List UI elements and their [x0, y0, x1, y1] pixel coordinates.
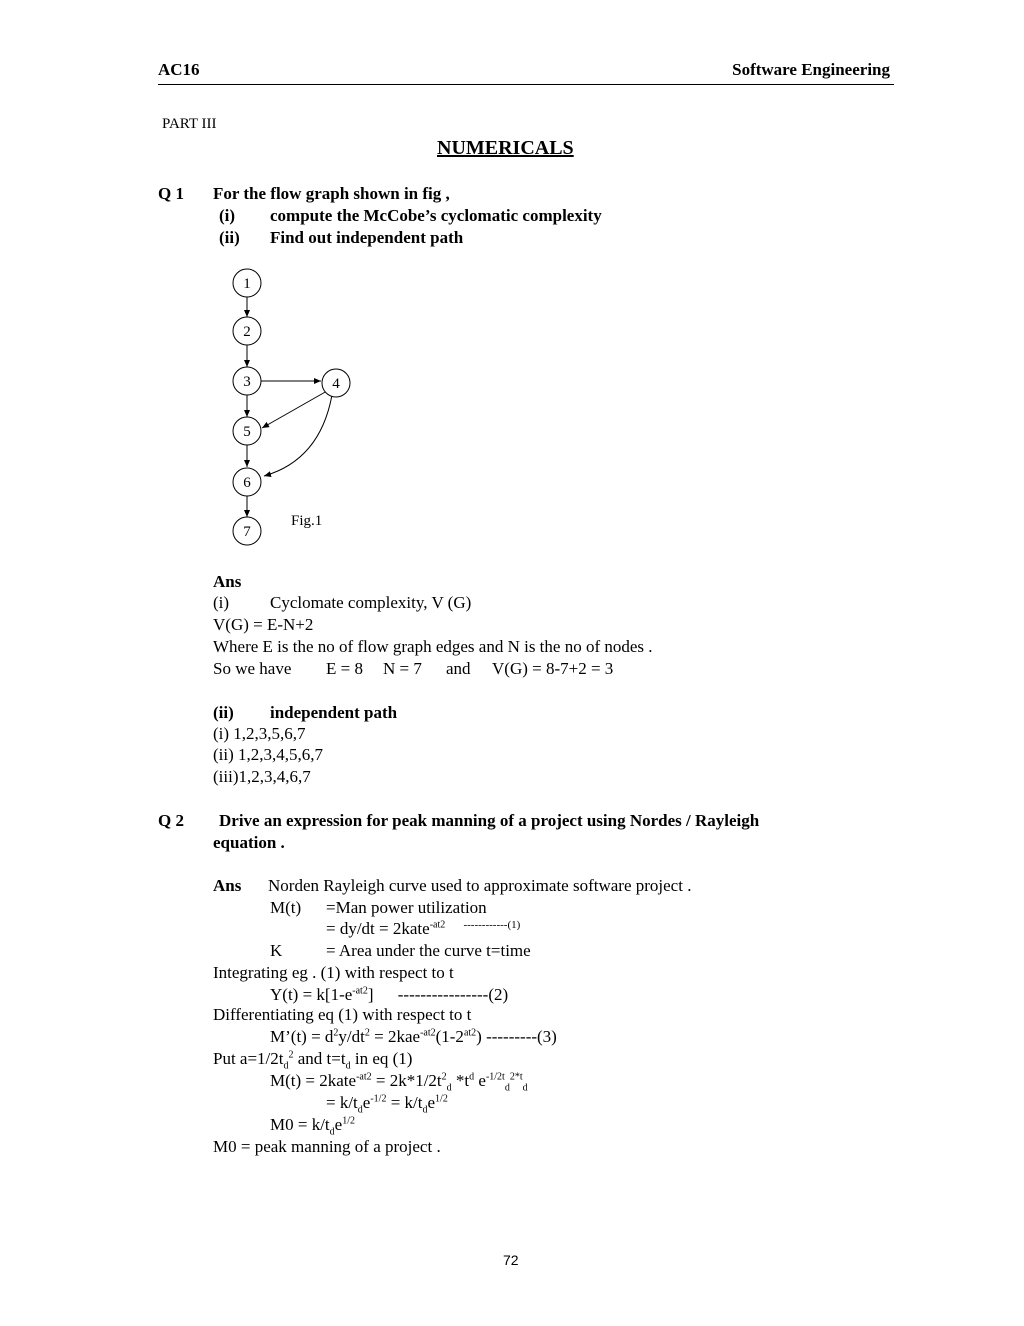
yt-b: ] [367, 985, 374, 1004]
yt-a: Y(t) = k[1-e [270, 985, 353, 1004]
q1-sub2-num: (ii) [219, 228, 240, 247]
yt-tag: ----------------(2) [397, 985, 509, 1004]
m2-sup2: 1/2 [435, 1093, 448, 1105]
q2-differentiating: Differentiating eq (1) with respect to t [213, 1005, 472, 1024]
node-4-label: 4 [332, 376, 340, 392]
q1-a1-num: (i) [213, 593, 230, 612]
q2-question-line1: Drive an expression for peak manning of a project using Nordes / Rayleigh [219, 811, 760, 830]
q2-eq1 [326, 919, 521, 938]
m2-c: = k/t [386, 1093, 423, 1112]
m2-b: e [362, 1093, 371, 1112]
path-2: (ii) 1,2,3,4,5,6,7 [213, 745, 324, 764]
q2-yt-eq [270, 985, 509, 1004]
m2-a: = k/t [326, 1093, 358, 1112]
q2-intro: Norden Rayleigh curve used to approximate software project . [268, 876, 692, 895]
node-1-label: 1 [243, 276, 251, 292]
node-6-label: 6 [243, 475, 251, 491]
q2-mt-def: =Man power utilization [326, 898, 487, 917]
q1-question: For the flow graph shown in fig , [213, 184, 450, 203]
m1-sup5: 2 [509, 1071, 515, 1083]
q2-m0-eq [270, 1115, 355, 1138]
m1-d: e [474, 1071, 486, 1090]
q1-so: So we have [213, 659, 292, 678]
put-b: and t=t [293, 1049, 346, 1068]
node-2-label: 2 [243, 324, 251, 340]
mp-sup1: 2 [333, 1027, 339, 1039]
m1-sup6: *t [514, 1071, 523, 1083]
q2-integrating: Integrating eg . (1) with respect to t [213, 963, 454, 982]
flow-graph-figure [200, 260, 400, 560]
q1-a2-num: (ii) [213, 703, 234, 722]
mp-sup3: -at2 [420, 1027, 436, 1039]
q2-put-eq [213, 1049, 413, 1072]
m0-a: M0 = k/t [270, 1115, 330, 1134]
m1-sub2: d [504, 1082, 510, 1094]
put-sup1: 2 [288, 1049, 294, 1061]
q2-ans-label: Ans [213, 876, 242, 895]
eq1-main: = dy/dt = 2kate [326, 919, 430, 938]
mp-sup2: 2 [364, 1027, 370, 1039]
mp-c: = 2kae [369, 1027, 421, 1046]
page-number: 72 [503, 1252, 519, 1268]
q1-e-value: E = 8 [326, 659, 363, 678]
mp-sup4: at2 [463, 1027, 477, 1039]
q2-m2-eq [326, 1093, 448, 1116]
part-label: PART III [162, 116, 217, 132]
m1-sup2: 2 [441, 1071, 447, 1083]
figure-caption: Fig.1 [291, 513, 323, 529]
m2-sub2: d [422, 1104, 428, 1116]
header-rule [158, 84, 894, 85]
mp-d: (1-2 [435, 1027, 464, 1046]
mp-e: ) ---------(3) [476, 1027, 557, 1046]
q1-and: and [446, 659, 471, 678]
q1-label: Q 1 [158, 184, 184, 203]
header-left: AC16 [158, 60, 200, 79]
put-c: in eq (1) [350, 1049, 413, 1068]
q1-formula: V(G) = E-N+2 [213, 615, 314, 634]
node-3-label: 3 [243, 374, 251, 390]
q1-sub1-text: compute the McCobe’s cyclomatic complexity [270, 206, 602, 225]
m2-sub1: d [357, 1104, 363, 1116]
m1-sup1: -at2 [356, 1071, 372, 1083]
mp-a: M’(t) = d [270, 1027, 334, 1046]
m0-sup: 1/2 [342, 1115, 355, 1127]
m2-sup1: -1/2 [370, 1093, 387, 1105]
eq1-sup: -at2 [429, 919, 446, 931]
m1-sub3: d [522, 1082, 528, 1094]
q2-m1-eq [270, 1071, 528, 1094]
m0-b: e [334, 1115, 343, 1134]
page-title: NUMERICALS [437, 137, 574, 159]
q1-where: Where E is the no of flow graph edges and N is the no of nodes . [213, 637, 653, 656]
q2-mt-label: M(t) [270, 898, 302, 917]
q1-sub1-num: (i) [219, 206, 236, 225]
q1-a2-text: independent path [270, 703, 398, 722]
path-3: (iii)1,2,3,4,6,7 [213, 767, 311, 786]
mp-b: y/dt [338, 1027, 365, 1046]
edge-4-5 [262, 391, 327, 428]
m0-sub: d [329, 1126, 335, 1138]
m1-a: M(t) = 2kate [270, 1071, 357, 1090]
q1-a1-text: Cyclomate complexity, V (G) [270, 593, 472, 612]
q2-k-label: K [270, 941, 283, 960]
q1-vg-result: V(G) = 8-7+2 = 3 [492, 659, 614, 678]
header-right: Software Engineering [732, 60, 890, 79]
m1-sup4: -1/2t [485, 1071, 505, 1083]
q1-sub2-text: Find out independent path [270, 228, 464, 247]
q2-conclusion: M0 = peak manning of a project . [213, 1137, 441, 1156]
eq1-tag: ------------(1) [463, 919, 521, 931]
q1-ans-label: Ans [213, 572, 242, 591]
m1-b: = 2k*1/2t [371, 1071, 442, 1090]
path-1: (i) 1,2,3,5,6,7 [213, 724, 306, 743]
yt-sup: -at2 [352, 985, 368, 997]
node-7-label: 7 [243, 524, 251, 540]
node-5-label: 5 [243, 424, 251, 440]
q2-question-line2: equation . [213, 833, 285, 852]
q2-mprime-eq [270, 1028, 557, 1045]
put-sub1: d [283, 1060, 289, 1072]
m1-sub1: d [446, 1082, 452, 1094]
m1-sup3: d [469, 1071, 475, 1083]
m2-d: e [427, 1093, 436, 1112]
put-sub2: d [345, 1060, 351, 1072]
put-a: Put a=1/2t [213, 1049, 284, 1068]
q1-n-value: N = 7 [383, 659, 422, 678]
m1-c: *t [451, 1071, 470, 1090]
q2-label: Q 2 [158, 811, 184, 830]
q2-k-def: = Area under the curve t=time [326, 941, 531, 960]
